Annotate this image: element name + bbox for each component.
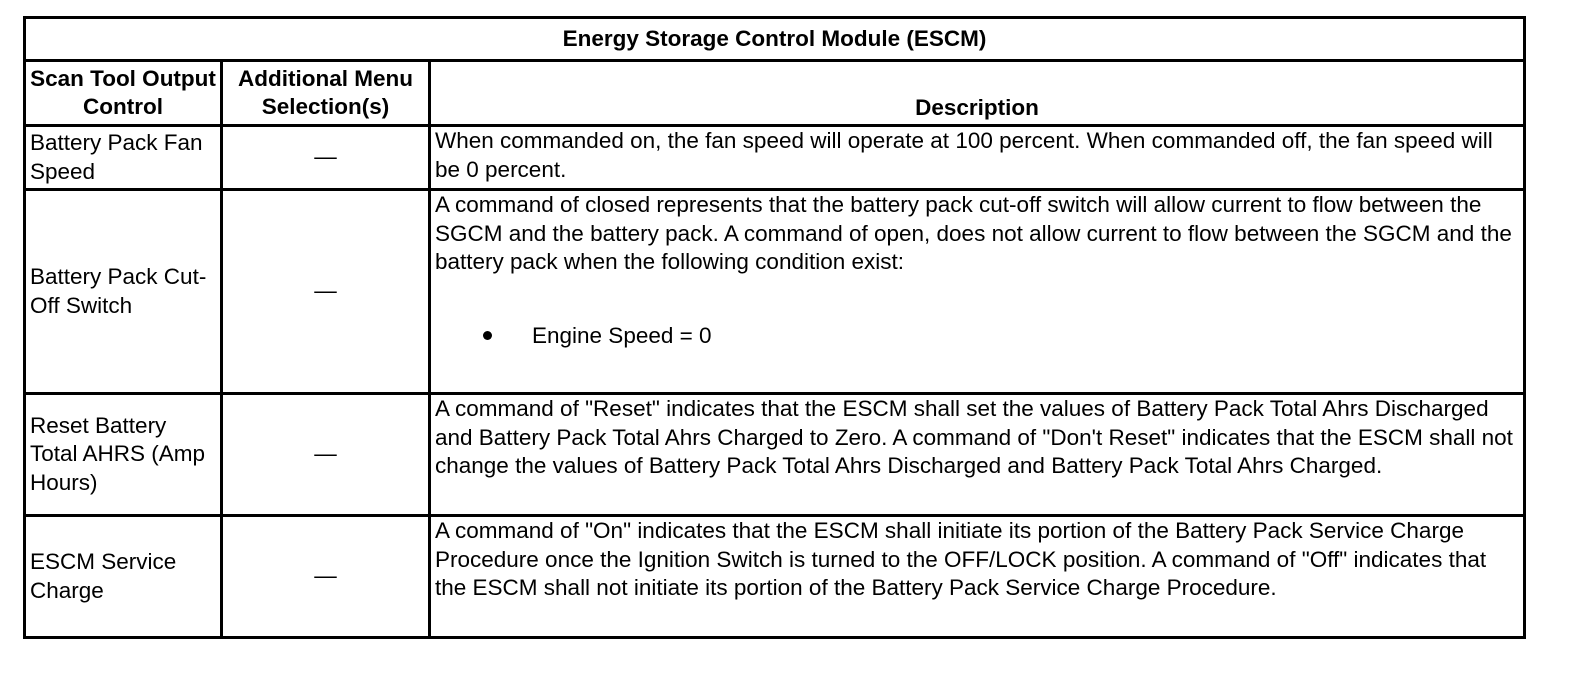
menu-selection: — xyxy=(222,190,430,394)
table-row xyxy=(25,394,1525,516)
table-row xyxy=(25,126,1525,190)
control-name: Battery Pack Fan Speed xyxy=(25,126,222,190)
bullet-item xyxy=(435,322,1519,351)
escm-output-control-table xyxy=(23,16,1526,639)
control-name: Battery Pack Cut-Off Switch xyxy=(25,190,222,394)
header-additional-menu-selections: Additional Menu Selection(s) xyxy=(222,61,430,126)
menu-selection: — xyxy=(222,394,430,516)
description-text: A command of "On" indicates that the ESCM shall initiate its portion of the Battery Pack Service Charge Procedure once the Ignition Switch is turned to the OFF/LOCK position. A command of "Off" indicates that the ESCM shall not initiate its portion of the Battery Pack Service Charge Procedure. xyxy=(430,516,1525,638)
description-text: A command of closed represents that the battery pack cut-off switch will allow current to flow between the SGCM and the battery pack. A command of open, does not allow current to flow between the SGCM and the battery pack when the following condition exist: xyxy=(435,192,1512,274)
table-row xyxy=(25,516,1525,638)
description-text: When commanded on, the fan speed will operate at 100 percent. When commanded off, the fan speed will be 0 percent. xyxy=(430,126,1525,190)
bullet-icon xyxy=(483,331,492,340)
menu-selection: — xyxy=(222,516,430,638)
table-row xyxy=(25,190,1525,394)
table-title: Energy Storage Control Module (ESCM) xyxy=(25,18,1525,61)
control-name: ESCM Service Charge xyxy=(25,516,222,638)
description-cell xyxy=(430,190,1525,394)
menu-selection: — xyxy=(222,126,430,190)
header-description: Description xyxy=(430,61,1525,126)
header-scan-tool-output-control: Scan Tool Output Control xyxy=(25,61,222,126)
description-text: A command of "Reset" indicates that the ESCM shall set the values of Battery Pack Total Ahrs Discharged and Battery Pack Total Ahrs Charged to Zero. A command of "Don't Reset" indicates that the ESCM shall not change the values of Battery Pack Total Ahrs Discharged and Battery Pack Total Ahrs Charged. xyxy=(430,394,1525,516)
control-name: Reset Battery Total AHRS (Amp Hours) xyxy=(25,394,222,516)
bullet-text: Engine Speed = 0 xyxy=(532,322,712,348)
